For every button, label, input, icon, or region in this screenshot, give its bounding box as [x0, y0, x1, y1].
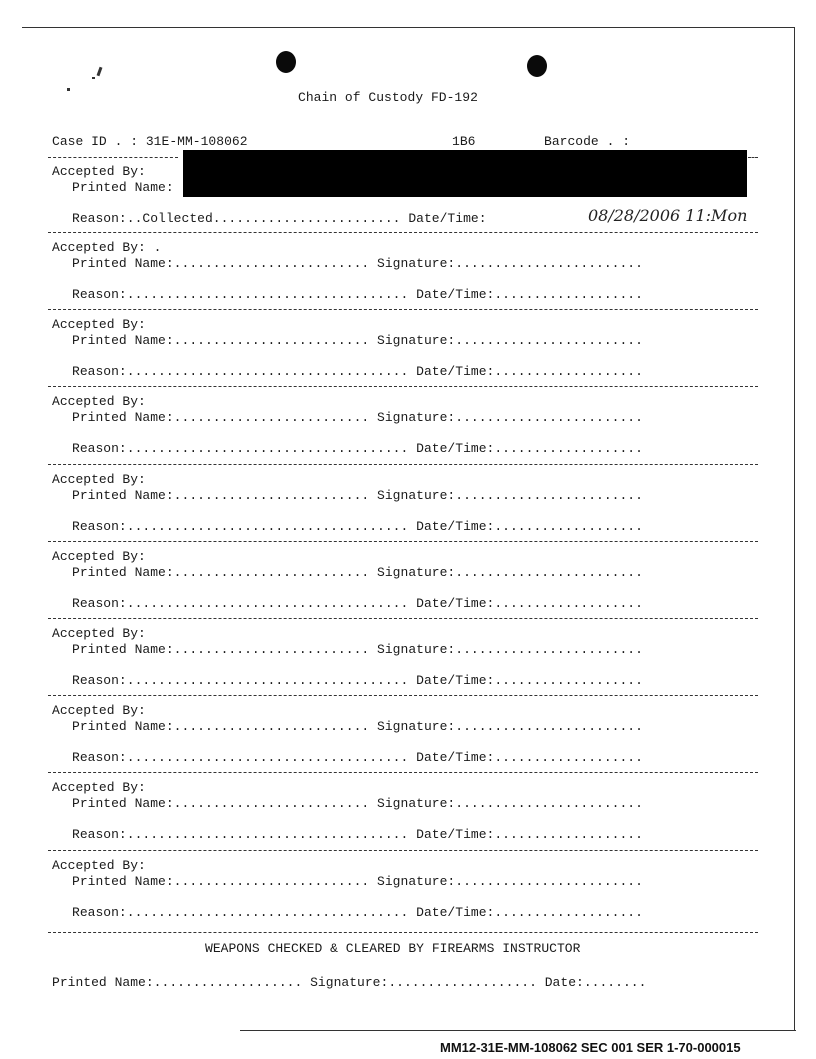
- weapons-signature-line: Printed Name:................... Signature:................... Date:........: [52, 975, 647, 990]
- reason-datetime-line: Reason:.................................... Date/Time:...................: [72, 904, 643, 920]
- reason-datetime-line: Reason:.................................... Date/Time:...................: [72, 595, 643, 611]
- printed-name-signature-line: Printed Name:......................... Signature:........................: [72, 642, 643, 657]
- barcode-label: Barcode . :: [544, 134, 631, 149]
- reason-datetime-line: Reason:.................................... Date/Time:...................: [72, 673, 643, 688]
- reason-collected: Reason:..Collected........................ Date/Time:: [72, 211, 487, 226]
- printed-name-signature-line: Printed Name:......................... Signature:........................: [72, 333, 643, 349]
- scan-mark: [67, 88, 70, 91]
- reason-datetime-line: Reason:.................................... Date/Time:...................: [72, 287, 643, 302]
- punch-hole-right-icon: [527, 55, 547, 77]
- accepted-by-label: Accepted By:: [52, 548, 146, 564]
- divider: [48, 232, 758, 233]
- printed-name-signature-line: Printed Name:......................... Signature:........................: [72, 487, 643, 503]
- page-border-bottom: [240, 1030, 796, 1031]
- divider: [48, 618, 758, 619]
- divider: [48, 932, 758, 933]
- punch-hole-left-icon: [276, 51, 296, 73]
- reason-datetime-line: Reason:.................................... Date/Time:...................: [72, 750, 643, 766]
- accepted-by-label: Accepted By:: [52, 703, 146, 719]
- divider: [748, 157, 758, 158]
- accepted-by-label: Accepted By:: [52, 164, 146, 179]
- divider: [48, 850, 758, 851]
- accepted-by-label: Accepted By: .: [52, 240, 162, 255]
- accepted-by-label: Accepted By:: [52, 394, 146, 410]
- printed-name-signature-line: Printed Name:......................... Signature:........................: [72, 719, 643, 735]
- reason-datetime-line: Reason:.................................... Date/Time:...................: [72, 518, 643, 534]
- reason-datetime-line: Reason:.................................... Date/Time:...................: [72, 827, 643, 843]
- reason-datetime-line: Reason:.................................... Date/Time:...................: [72, 441, 643, 457]
- redaction-block: [183, 150, 747, 197]
- accepted-by-label: Accepted By:: [52, 626, 146, 641]
- exemption-code: 1B6: [452, 134, 476, 149]
- divider: [48, 695, 758, 696]
- printed-name-signature-line: Printed Name:......................... Signature:........................: [72, 256, 643, 271]
- printed-name-label: Printed Name:: [72, 180, 174, 195]
- accepted-by-label: Accepted By:: [52, 317, 146, 333]
- accepted-by-label: Accepted By:: [52, 857, 146, 873]
- divider: [48, 309, 758, 310]
- divider: [48, 386, 758, 387]
- accepted-by-label: Accepted By:: [52, 471, 146, 487]
- case-id: Case ID . : 31E-MM-108062: [52, 134, 248, 149]
- reason-datetime-line: Reason:.................................... Date/Time:...................: [72, 364, 643, 380]
- divider: [48, 157, 178, 158]
- handwritten-datetime: 08/28/2006 11:Mon: [588, 206, 748, 225]
- printed-name-signature-line: Printed Name:......................... Signature:........................: [72, 873, 643, 889]
- divider: [48, 772, 758, 773]
- bates-number: MM12-31E-MM-108062 SEC 001 SER 1-70-000015: [440, 1040, 741, 1055]
- divider: [48, 541, 758, 542]
- accepted-by-label: Accepted By:: [52, 780, 146, 796]
- divider: [48, 464, 758, 465]
- printed-name-signature-line: Printed Name:......................... Signature:........................: [72, 564, 643, 580]
- printed-name-signature-line: Printed Name:......................... Signature:........................: [72, 796, 643, 812]
- form-title: Chain of Custody FD-192: [298, 90, 478, 105]
- weapons-heading: WEAPONS CHECKED & CLEARED BY FIREARMS INSTRUCTOR: [205, 941, 581, 956]
- scan-mark: [92, 77, 95, 79]
- printed-name-signature-line: Printed Name:......................... Signature:........................: [72, 410, 643, 426]
